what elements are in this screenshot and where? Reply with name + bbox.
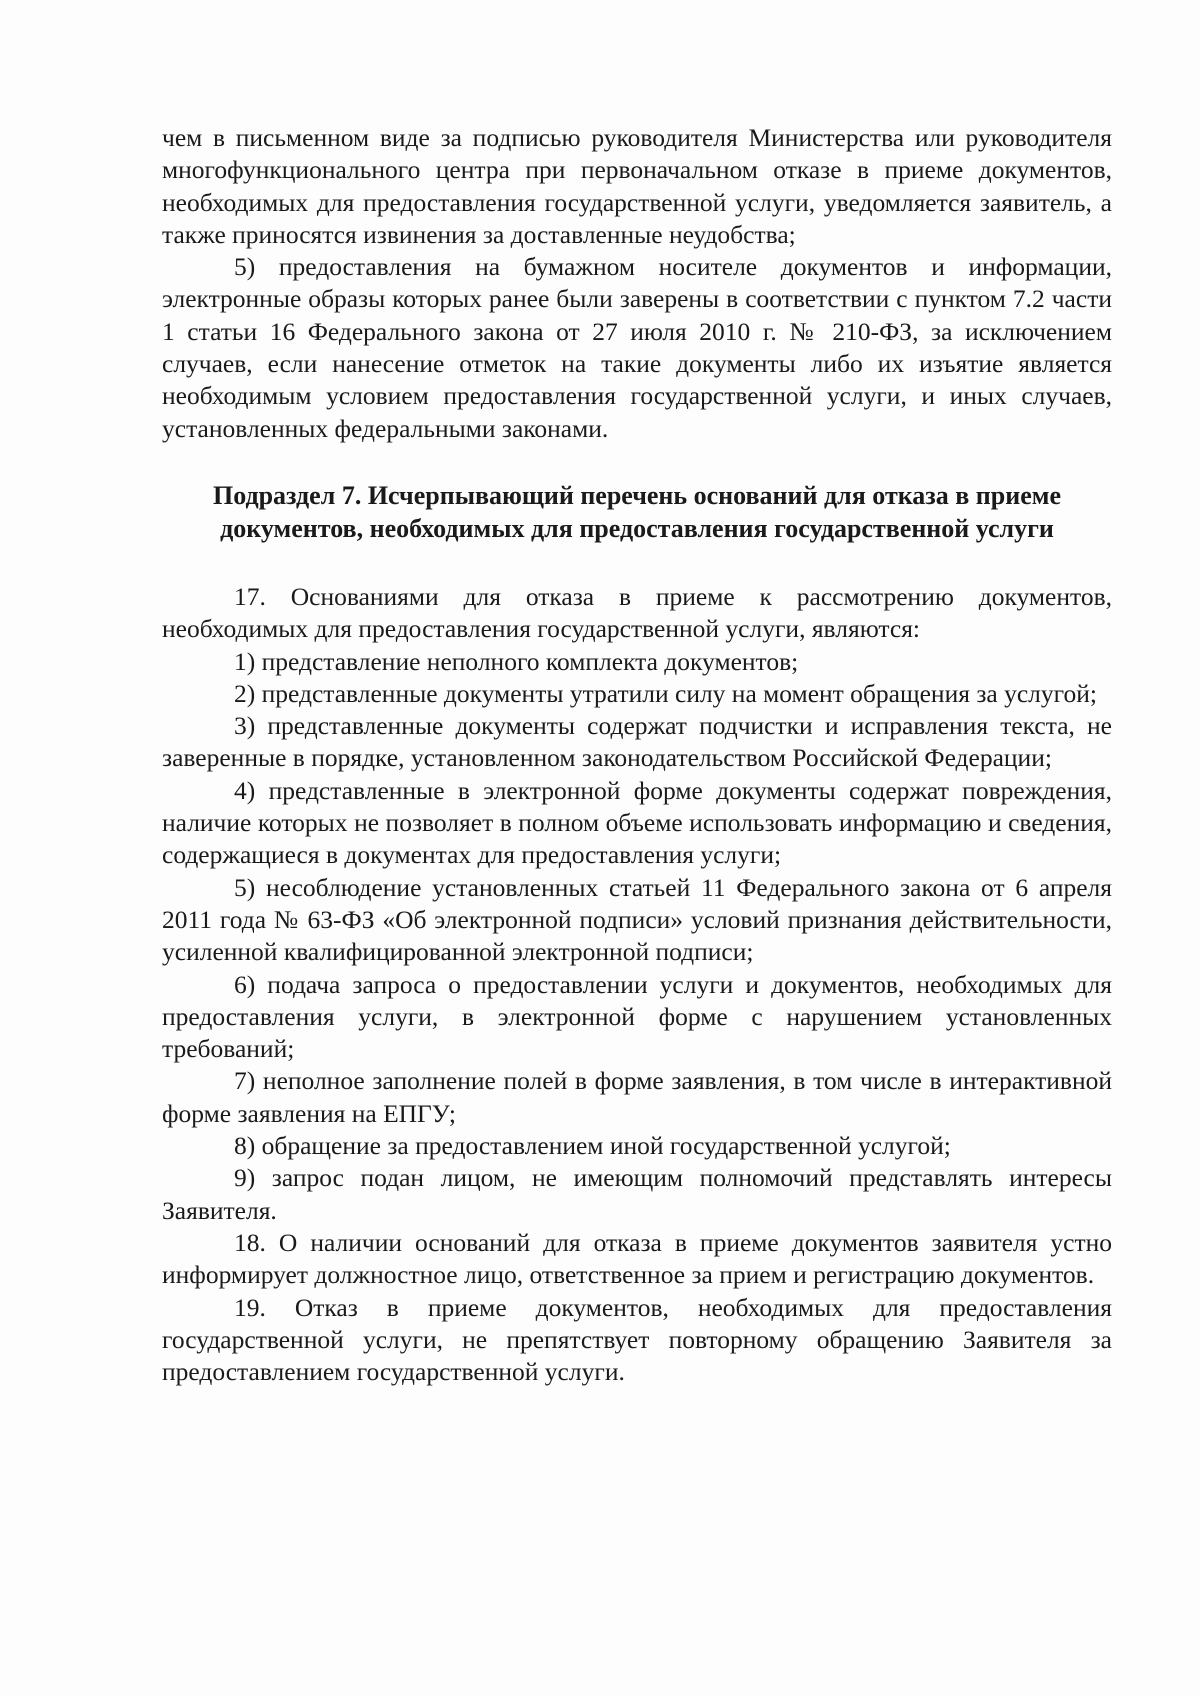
list-item-9: 9) запрос подан лицом, не имеющим полномочий представлять интересы Заявителя. bbox=[162, 1163, 1112, 1225]
list-item-5: 5) несоблюдение установленных статьей 11 Федерального закона от 6 апреля 2011 года № 63-ФЗ «Об электронной подписи» условий признания действительности, усиленной квалифицированной электронной подписи; bbox=[162, 872, 1112, 967]
list-item-7: 7) неполное заполнение полей в форме заявления, в том числе в интерактивной форме заявления на ЕПГУ; bbox=[162, 1066, 1112, 1128]
section-heading-line-2: документов, необходимых для предоставления государственной услуги bbox=[220, 513, 1054, 543]
paragraph-18: 18. О наличии оснований для отказа в приеме документов заявителя устно информирует должностное лицо, ответственное за прием и регистрацию документов. bbox=[162, 1227, 1112, 1290]
list-item-8: 8) обращение за предоставлением иной государственной услугой; bbox=[234, 1131, 951, 1161]
paragraph-continuation: чем в письменном виде за подписью руководителя Министерства или руководителя многофункционального центра при первоначальном отказе в приеме документов, необходимых для предоставления государственной услуги, уведомляется заявитель, а также приносятся извинения за доставленные неудобства; bbox=[162, 123, 1112, 249]
paragraph-item-5-paper: 5) предоставления на бумажном носителе документов и информации, электронные образы которых ранее были заверены в соответствии с пунктом 7.2 части 1 статьи 16 Федерального закона от 27 июля 2010 г. № 210-ФЗ, за исключением случаев, если нанесение отметок на такие документы либо их изъятие является необходимым условием предоставления государственной услуги, и иных случаев, установленных федеральными законами. bbox=[162, 252, 1112, 443]
paragraph-19: 19. Отказ в приеме документов, необходимых для предоставления государственной услуги, не препятствует повторному обращению Заявителя за предоставлением государственной услуги. bbox=[162, 1292, 1112, 1387]
list-item-6: 6) подача запроса о предоставлении услуги и документов, необходимых для предоставления услуги, в электронной форме с нарушением установленных требований; bbox=[162, 969, 1112, 1064]
document-body bbox=[162, 122, 1112, 1388]
list-item-2: 2) представленные документы утратили силу на момент обращения за услугой; bbox=[234, 678, 1097, 708]
section-heading bbox=[162, 479, 1112, 545]
list-item-3: 3) представленные документы содержат подчистки и исправления текста, не заверенные в порядке, установленном законодательством Российской Федерации; bbox=[162, 711, 1112, 773]
list-item-1: 1) представление неполного комплекта документов; bbox=[234, 646, 799, 676]
section-heading-line-1: Подраздел 7. Исчерпывающий перечень оснований для отказа в приеме bbox=[212, 480, 1062, 510]
list-item-4: 4) представленные в электронной форме документы содержат повреждения, наличие которых не позволяет в полном объеме использовать информацию и сведения, содержащиеся в документах для предоставления услуги; bbox=[162, 775, 1112, 870]
paragraph-17: 17. Основаниями для отказа в приеме к рассмотрению документов, необходимых для предоставления государственной услуги, являются: bbox=[162, 581, 1112, 644]
